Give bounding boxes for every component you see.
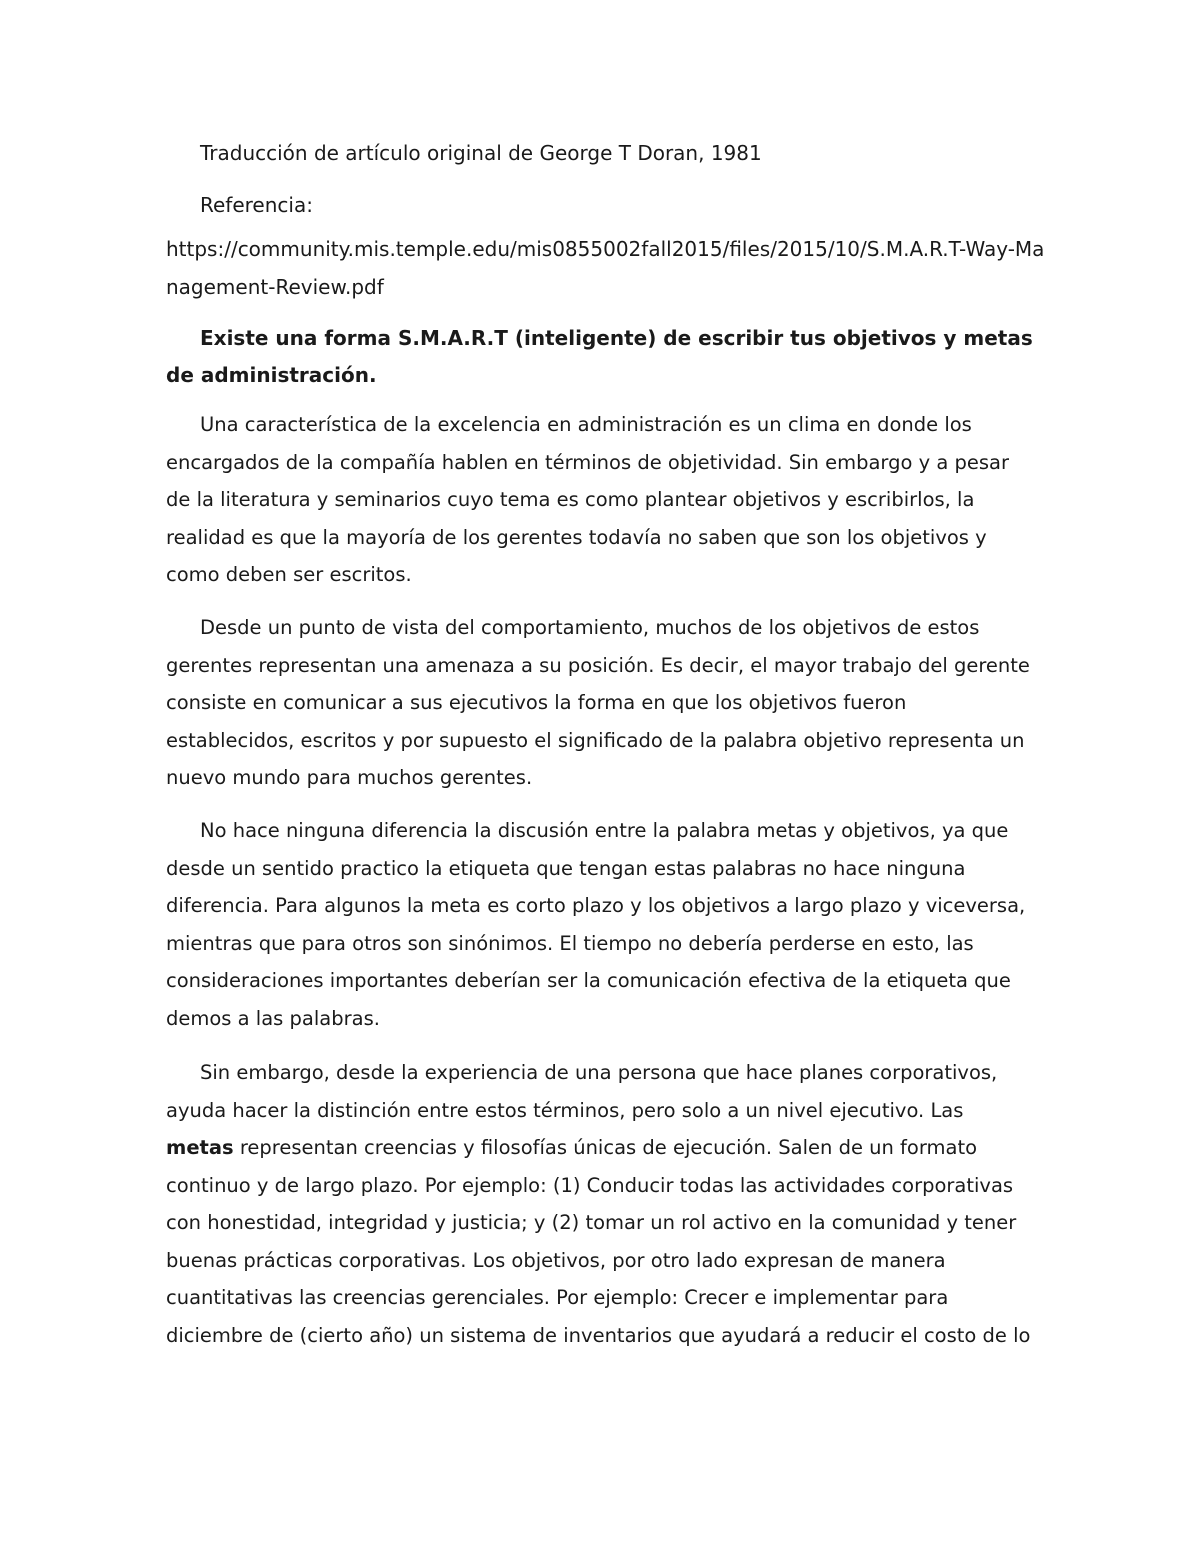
paragraph-4-bold-term: metas bbox=[166, 1136, 234, 1159]
paragraph-4-text-after: representan creencias y filosofías únicas de ejecución. Salen de un formato continuo y de largo plazo. Por ejemplo: (1) Conducir todas las actividades corporativas con honestidad, integridad y justicia; y (2) tomar un rol activo en la comunidad y tener buenas prácticas corporativas. Los objetivos, por otro lado expresan de manera cuantitativas las creencias gerenciales. Por ejemplo: Crecer e implementar para diciembre de (cierto año) un sistema de inventarios que ayudará a reducir el costo de lo bbox=[166, 1136, 1031, 1347]
section-heading: Existe una forma S.M.A.R.T (inteligente) de escribir tus objetivos y metas de administración. bbox=[166, 326, 1033, 387]
reference-url: https://community.mis.temple.edu/mis0855002fall2015/files/2015/10/S.M.A.R.T-Way-Management-Review.pdf bbox=[166, 237, 1045, 299]
paragraph-4 bbox=[166, 1054, 1036, 1354]
paragraph-4-text-before: Sin embargo, desde la experiencia de una persona que hace planes corporativos, ayuda hacer la distinción entre estos términos, pero solo a un nivel ejecutivo. Las bbox=[166, 1061, 998, 1122]
document-title: Traducción de artículo original de George T Doran, 1981 bbox=[200, 141, 762, 165]
paragraph-1: Una característica de la excelencia en administración es un clima en donde los encargados de la compañía hablen en términos de objetividad. Sin embargo y a pesar de la literatura y seminarios cuyo tema es como plantear objetivos y escribirlos, la realidad es que la mayoría de los gerentes todavía no saben que son los objetivos y como deben ser escritos. bbox=[166, 413, 1009, 586]
paragraph-2: Desde un punto de vista del comportamiento, muchos de los objetivos de estos gerentes representan una amenaza a su posición. Es decir, el mayor trabajo del gerente consiste en comunicar a sus ejecutivos la forma en que los objetivos fueron establecidos, escritos y por supuesto el significado de la palabra objetivo representa un nuevo mundo para muchos gerentes. bbox=[166, 616, 1030, 789]
reference-label: Referencia: bbox=[200, 193, 313, 217]
paragraph-3: No hace ninguna diferencia la discusión entre la palabra metas y objetivos, ya que desde un sentido practico la etiqueta que tengan estas palabras no hace ninguna diferencia. Para algunos la meta es corto plazo y los objetivos a largo plazo y viceversa, mientras que para otros son sinónimos. El tiempo no debería perderse en esto, las consideraciones importantes deberían ser la comunicación efectiva de la etiqueta que demos a las palabras. bbox=[166, 819, 1026, 1030]
